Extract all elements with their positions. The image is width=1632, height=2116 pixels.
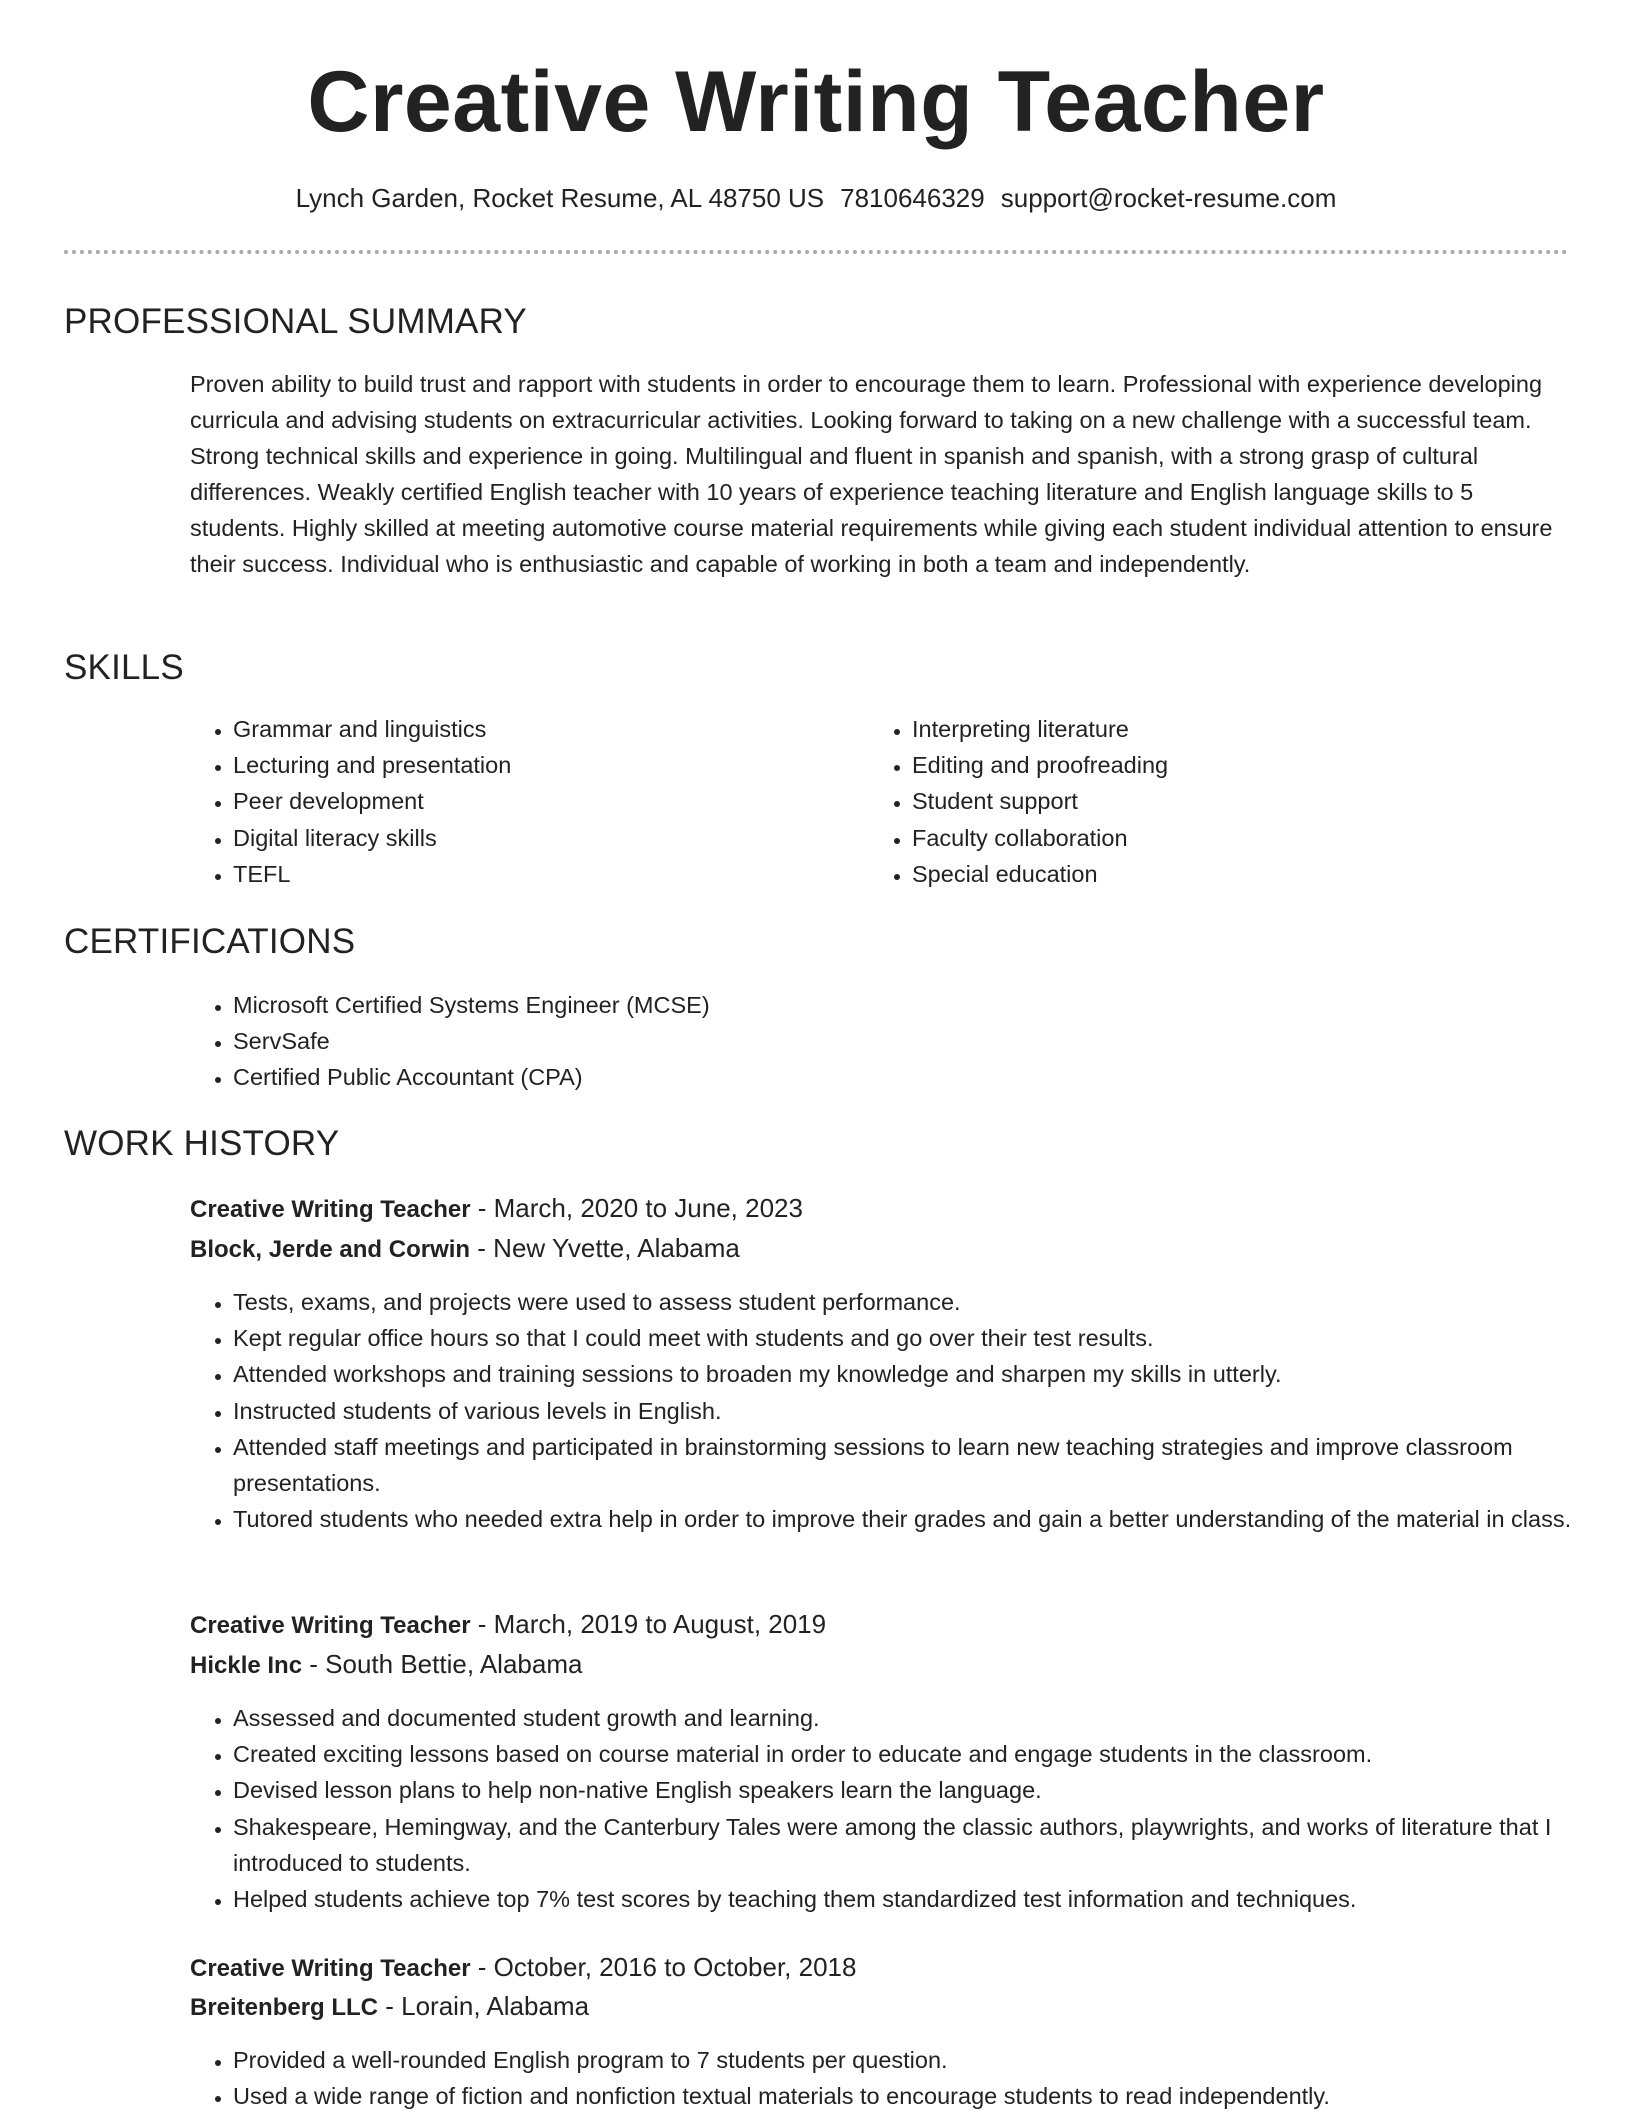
- job-role: Creative Writing Teacher: [190, 1612, 471, 1639]
- list-item: • Interpreting literature: [912, 711, 1532, 747]
- summary-heading: PROFESSIONAL SUMMARY: [64, 302, 527, 341]
- list-item: • Peer development: [233, 783, 853, 819]
- contact-address: Lynch Garden, Rocket Resume, AL 48750 US: [295, 183, 825, 213]
- list-item: • Student support: [912, 783, 1532, 819]
- job-company: Hickle Inc: [190, 1652, 303, 1679]
- summary-text: Proven ability to build trust and rapport with students in order to encourage them to learn. Professional with experience developing curricula and advising students on extracurricular activities. Looking forward to taking on a new challenge with a successful team. Strong technical skills and experience in going. Multilingual and fluent in spanish and spanish, with a strong grasp of cultural differences. Weakly certified English teacher with 10 years of experience teaching literature and English language skills to 5 students. Highly skilled at meeting automotive course material requirements while giving each student individual attention to ensure their success. Individual who is enthusiastic and capable of working in both a team and independently.: [190, 371, 1553, 577]
- work-history-heading: WORK HISTORY: [64, 1124, 340, 1163]
- job-dates: - March, 2019 to August, 2019: [470, 1609, 827, 1639]
- skills-heading: SKILLS: [64, 648, 184, 687]
- job-location: - New Yvette, Alabama: [470, 1233, 740, 1263]
- list-item: • Devised lesson plans to help non-native English speakers learn the language.: [233, 1772, 1613, 1808]
- list-item: • Shakespeare, Hemingway, and the Canterbury Tales were among the classic authors, playwrights, and works of literature that I introduced to students.: [233, 1809, 1613, 1881]
- job-role: Creative Writing Teacher: [190, 1955, 471, 1982]
- contact-email: support@rocket-resume.com: [1000, 183, 1337, 213]
- list-item: • Attended workshops and training sessions to broaden my knowledge and sharpen my skills in utterly.: [233, 1356, 1613, 1392]
- list-item: • TEFL: [233, 856, 853, 892]
- list-item: • Grammar and linguistics: [233, 711, 853, 747]
- skills-list-left: [190, 711, 853, 892]
- list-item: • Kept regular office hours so that I could meet with students and go over their test results.: [233, 1320, 1613, 1356]
- list-item: • Helped students achieve top 7% test scores by teaching them standardized test information and techniques.: [233, 1881, 1613, 1917]
- job-title-line: [190, 1948, 856, 1988]
- list-item: • Editing and proofreading: [912, 747, 1532, 783]
- job-dates: - March, 2020 to June, 2023: [470, 1193, 803, 1223]
- job-bullets: [190, 1700, 1613, 1917]
- job-company: Breitenberg LLC: [190, 1994, 379, 2021]
- list-item: • Faculty collaboration: [912, 820, 1532, 856]
- header-divider: [64, 250, 1568, 254]
- contact-phone: 7810646329: [840, 183, 985, 213]
- list-item: • Tutored students who needed extra help in order to improve their grades and gain a better understanding of the material in class.: [233, 1501, 1613, 1537]
- list-item: • Microsoft Certified Systems Engineer (MCSE): [233, 987, 1613, 1023]
- job-company-line: [190, 1229, 740, 1269]
- list-item: • Instructed students of various levels in English.: [233, 1393, 1613, 1429]
- job-company: Block, Jerde and Corwin: [190, 1236, 471, 1263]
- list-item: • Lecturing and presentation: [233, 747, 853, 783]
- list-item: • Attended staff meetings and participated in brainstorming sessions to learn new teaching strategies and improve classroom presentations.: [233, 1429, 1613, 1501]
- job-bullets: [190, 2042, 1613, 2114]
- job-dates: - October, 2016 to October, 2018: [470, 1952, 857, 1982]
- job-company-line: [190, 1987, 589, 2027]
- certifications-heading: CERTIFICATIONS: [64, 922, 356, 961]
- skills-list-right: [869, 711, 1532, 892]
- list-item: • Special education: [912, 856, 1532, 892]
- list-item: • Certified Public Accountant (CPA): [233, 1059, 1613, 1095]
- contact-line: [0, 180, 1632, 216]
- certifications-list: [190, 987, 1613, 1096]
- job-title-line: [190, 1605, 826, 1645]
- list-item: • Provided a well-rounded English program to 7 students per question.: [233, 2042, 1613, 2078]
- job-title-line: [190, 1189, 803, 1229]
- list-item: • Tests, exams, and projects were used to assess student performance.: [233, 1284, 1613, 1320]
- job-company-line: [190, 1645, 582, 1685]
- list-item: • Digital literacy skills: [233, 820, 853, 856]
- job-location: - Lorain, Alabama: [378, 1991, 590, 2021]
- job-bullets: [190, 1284, 1613, 1537]
- job-location: - South Bettie, Alabama: [302, 1649, 583, 1679]
- list-item: • Created exciting lessons based on course material in order to educate and engage students in the classroom.: [233, 1736, 1613, 1772]
- list-item: • Used a wide range of fiction and nonfiction textual materials to encourage students to read independently.: [233, 2078, 1613, 2114]
- list-item: • ServSafe: [233, 1023, 1613, 1059]
- resume-name: Creative Writing Teacher: [307, 54, 1325, 150]
- job-role: Creative Writing Teacher: [190, 1196, 471, 1223]
- list-item: • Assessed and documented student growth and learning.: [233, 1700, 1613, 1736]
